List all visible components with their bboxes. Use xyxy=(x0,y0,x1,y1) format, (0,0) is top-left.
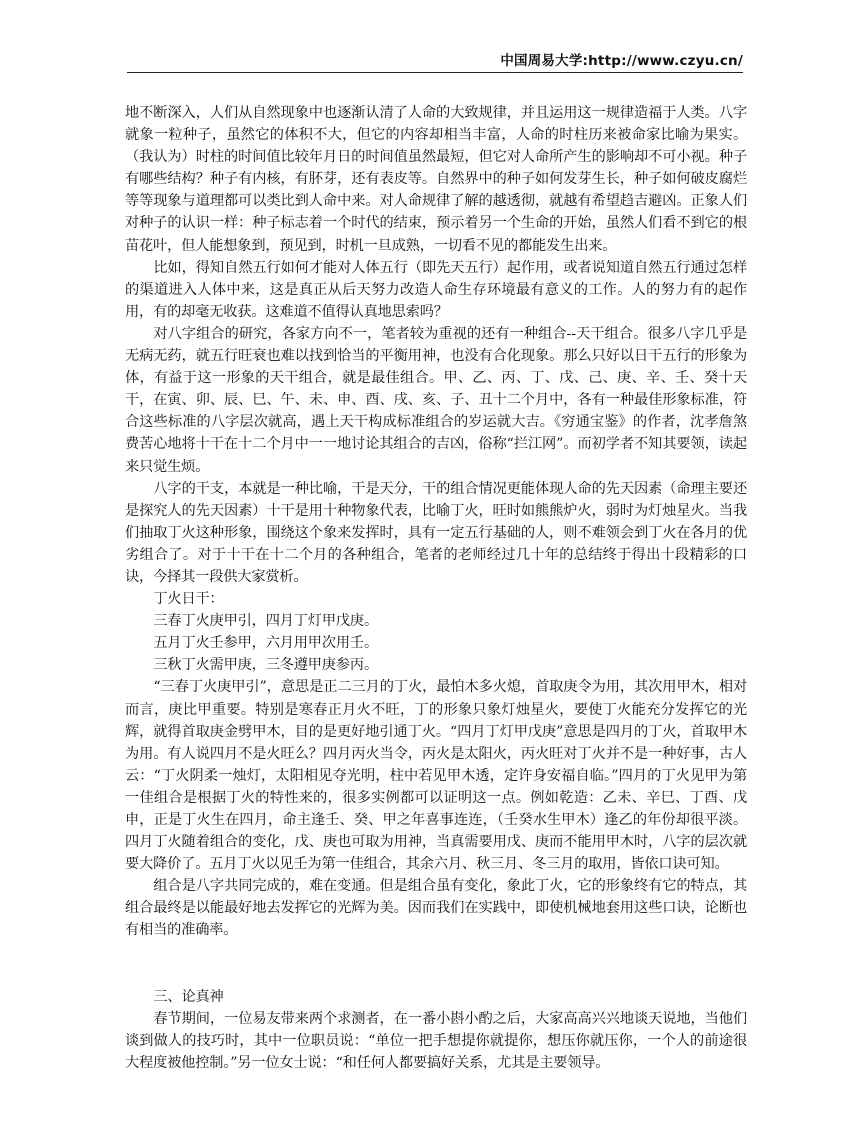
verse-line: 三秋丁火需甲庚，三冬遵甲庚参丙。 xyxy=(153,657,378,674)
section-heading: 三、论真神 xyxy=(153,988,224,1005)
verse-line: 三春丁火庚甲引，四月丁灯甲戊庚。 xyxy=(153,613,378,630)
document-body xyxy=(125,102,747,1074)
paragraph: 八字的干支，本就是一种比喻，干是天分，干的组合情况更能体现人命的先天因素（命理主要还是探究人的先天因素）十干是用十种物象代表，比喻丁火，旺时如熊熊炉火，弱时为灯烛星火。当我们抽取丁火这种形象，围绕这个象来发挥时，具有一定五行基础的人，则不难领会到丁火在各月的优劣组合了。对于十干在十二个月的各种组合，笔者的老师经过几十年的总结终于得出十段精彩的口诀，今择其一段供大家赏析。 xyxy=(125,480,747,585)
paragraph: 春节期间，一位易友带来两个求测者，在一番小斟小酌之后，大家高高兴兴地谈天说地，当他们谈到做人的技巧时，其中一位职员说：“单位一把手想提你就提你，想压你就压你，一个人的前途很大程度被他控制。”另一位女士说：“和任何人都要搞好关系，尤其是主要领导。 xyxy=(125,1010,747,1071)
paragraph: 比如，得知自然五行如何才能对人体五行（即先天五行）起作用，或者说知道自然五行通过怎样的渠道进入人体中来，这是真正从后天努力改造人命生存环境最有意义的工作。人的努力有的起作用，有的却毫无收获。这难道不值得认真地思索吗？ xyxy=(125,259,747,320)
verse-title: 丁火日干： xyxy=(153,591,224,608)
paragraph: “三春丁火庚甲引”，意思是正二三月的丁火，最怕木多火熄，首取庚令为用，其次用甲木，相对而言，庚比甲重要。特别是寒春正月火不旺，丁的形象只象灯烛星火，要使丁火能充分发挥它的光辉，就得首取庚金劈甲木，目的是更好地引通丁火。“四月丁灯甲戊庚”意思是四月的丁火，首取甲木为用。有人说四月不是火旺么？四月丙火当令，丙火是太阳火，丙火旺对丁火并不是一种好事，古人云：“丁火阴柔一烛灯，太阳相见夺光明，柱中若见甲木透，定许身安福自临。”四月的丁火见甲为第一佳组合是根据丁火的特性来的，很多实例都可以证明这一点。例如乾造：乙未、辛巳、丁酉、戊申，正是丁火生在四月，命主逢壬、癸、甲之年喜事连连，（壬癸水生甲木）逢乙的年份却很平淡。四月丁火随着组合的变化，戊、庚也可取为用神，当真需要用戊、庚而不能用甲木时，八字的层次就要大降价了。五月丁火以见壬为第一佳组合，其余六月、秋三月、冬三月的取用，皆依口诀可知。 xyxy=(125,679,747,873)
header-rule xyxy=(127,72,743,73)
header-site-text: 中国周易大学:http://www.czyu.cn/ xyxy=(500,53,743,69)
verse-line: 五月丁火壬参甲，六月用甲次用壬。 xyxy=(153,635,378,652)
paragraph: 对八字组合的研究，各家方向不一，笔者较为重视的还有一种组合--天干组合。很多八字几乎是无病无药，就五行旺衰也难以找到恰当的平衡用神，也没有合化现象。那么只好以日干五行的形象为体，有益于这一形象的天干组合，就是最佳组合。甲、乙、丙、丁、戊、己、庚、辛、壬、癸十天干，在寅、卯、辰、巳、午、未、申、酉、戌、亥、子、丑十二个月中，各有一种最佳形象标准，符合这些标准的八字层次就高，遇上天干构成标准组合的岁运就大吉。《穷通宝鉴》的作者，沈孝詹煞费苦心地将十干在十二个月中一一地讨论其组合的吉凶，俗称“拦江网”。而初学者不知其要领，读起来只觉生烦。 xyxy=(125,325,747,475)
paragraph-continuation: 地不断深入，人们从自然现象中也逐渐认清了人命的大致规律，并且运用这一规律造福于人类。八字就象一粒种子，虽然它的体积不大，但它的内容却相当丰富，人命的时柱历来被命家比喻为果实。（我认为）时柱的时间值比较年月日的时间值虽然最短，但它对人命所产生的影响却不可小视。种子有哪些结构？种子有内核，有肧芽，还有表皮等。自然界中的种子如何发芽生长，种子如何破皮腐烂等等现象与道理都可以类比到人命中来。对人命规律了解的越透彻，就越有希望趋吉避凶。正象人们对种子的认识一样：种子标志着一个时代的结束，预示着另一个生命的开始，虽然人们看不到它的根苗花叶，但人能想象到，预见到，时机一旦成熟，一切看不见的都能发生出来。 xyxy=(125,105,747,254)
page-header xyxy=(127,52,743,74)
paragraph: 组合是八字共同完成的，难在变通。但是组合虽有变化，象此丁火，它的形象终有它的特点，其组合最终是以能最好地去发挥它的光辉为美。因而我们在实践中，即使机械地套用这些口诀，论断也有相当的准确率。 xyxy=(125,878,747,939)
section-spacer xyxy=(125,942,747,986)
